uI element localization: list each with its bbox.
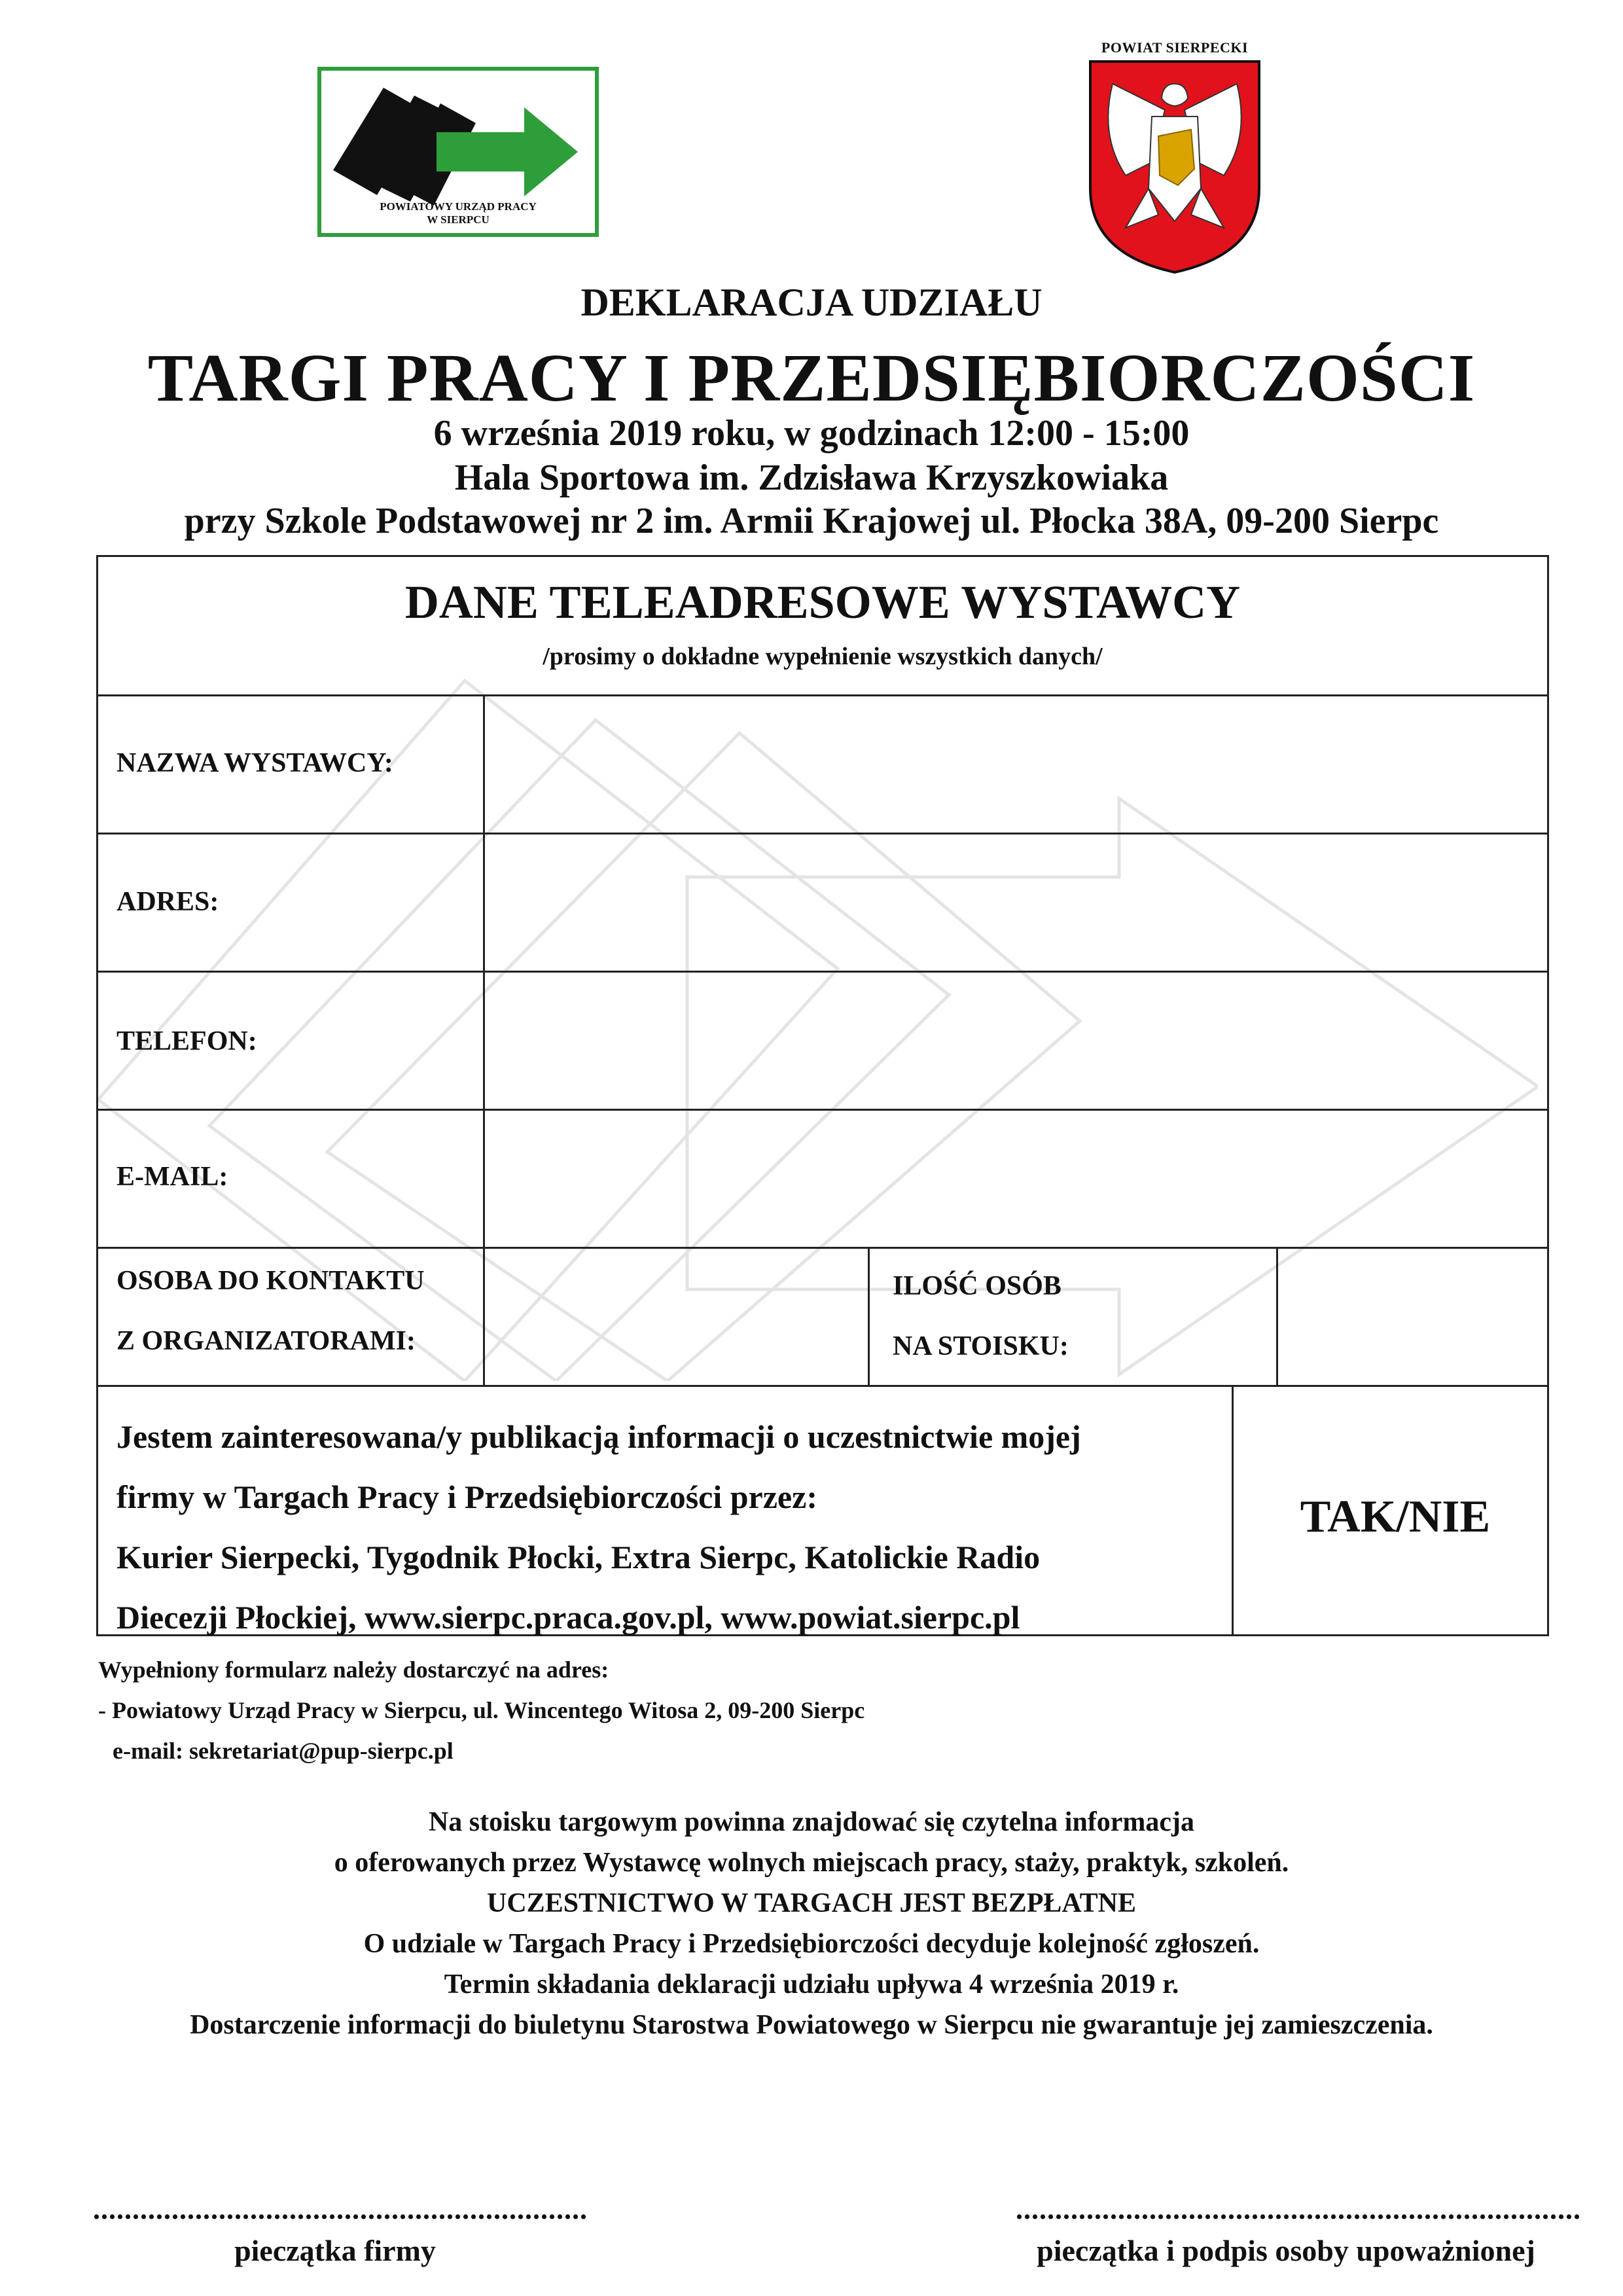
date-line: 6 września 2019 roku, w godzinach 12:00 - 15:00 [433,413,1190,454]
info-line2: o oferowanych przez Wystawcę wolnych miejscach pracy, staży, praktyk, szkoleń. [334,1848,1289,1878]
delivery-note-line2: - Powiatowy Urząd Pracy w Sierpcu, ul. Wincentego Witosa 2, 09-200 Sierpc [98,1697,865,1723]
publication-line2: firmy w Targach Pracy i Przedsiębiorczości przez: [116,1479,817,1515]
delivery-note-line1: Wypełniony formularz należy dostarczyć na adres: [98,1657,609,1683]
crest-title: POWIAT SIERPECKI [1101,39,1249,56]
county-crest [1086,39,1263,275]
contact-label-line2: Z ORGANIZATORAMI: [116,1326,416,1356]
contact-person-field[interactable] [486,1249,866,1384]
stamp-label: pieczątka firmy [234,2234,436,2267]
delivery-email: e-mail: sekretariat@pup-sierpc.pl [113,1738,454,1764]
contact-label-line1: OSOBA DO KONTAKTU [116,1266,425,1296]
bulletin-disclaimer: Dostarczenie informacji do biuletynu Starostwa Powiatowego w Sierpcu nie gwarantuje jej zamieszczenia. [190,2010,1433,2040]
hall-line: Hala Sportowa im. Zdzisława Krzyszkowiaka [454,457,1169,498]
signature-dotted-line: ........................................................................ [1016,2193,1581,2225]
publication-row [98,1387,1547,1636]
exhibitor-name-field[interactable] [486,697,1544,832]
exhibitor-form [96,555,1549,1636]
deadline-notice: Termin składania deklaracji udziału upływa 4 września 2019 r. [444,1969,1179,2000]
people-label-line1: ILOŚĆ OSÓB [893,1271,1061,1301]
email-field[interactable] [486,1111,1544,1246]
address-field[interactable] [486,835,1544,970]
address-line: przy Szkole Podstawowej nr 2 im. Armii Krajowej ul. Płocka 38A, 09-200 Sierpc [184,501,1439,541]
eagle-shield-icon [1086,58,1263,275]
publication-line3: Kurier Sierpecki, Tygodnik Płocki, Extra Sierpc, Katolickie Radio [116,1539,1041,1575]
publication-consent-text [116,1407,1229,1647]
pup-name-line1: POWIATOWY URZĄD PRACY [380,200,537,213]
info-line1: Na stoisku targowym powinna znajdować się czytelna informacja [428,1807,1195,1837]
phone-label: TELEFON: [116,1026,257,1056]
stamp-dotted-line: ............................................................... [93,2193,588,2225]
people-label-line2: NA STOISKU: [893,1331,1069,1361]
signature-label: pieczątka i podpis osoby upoważnionej [1037,2234,1535,2267]
declaration-heading: DEKLARACJA UDZIAŁU [580,281,1043,324]
fair-title: TARGI PRACY I PRZEDSIĘBIORCZOŚCI [147,340,1476,416]
publication-line1: Jestem zainteresowana/y publikacją informacji o uczestnictwie mojej [116,1418,1081,1455]
yes-no-choice[interactable]: TAK/NIE [1300,1492,1491,1542]
phone-field[interactable] [486,973,1544,1108]
free-participation-notice: UCZESTNICTWO W TARGACH JEST BEZPŁATNE [487,1888,1136,1918]
pup-name-line2: W SIERPCU [427,213,490,226]
people-count-field[interactable] [1279,1249,1544,1384]
contact-person-label [116,1251,425,1371]
people-count-label [893,1256,1069,1376]
section-title: DANE TELEADRESOWE WYSTAWCY [404,576,1241,628]
email-label: E-MAIL: [116,1162,228,1192]
pup-logo [317,67,599,237]
publication-line4: Diecezji Płockiej, www.sierpc.praca.gov.pl, www.powiat.sierpc.pl [116,1599,1020,1636]
info-line4: O udziale w Targach Pracy i Przedsiębiorczości decyduje kolejność zgłoszeń. [363,1929,1260,1959]
section-subtitle: /prosimy o dokładne wypełnienie wszystkich danych/ [543,643,1103,670]
address-label: ADRES: [116,887,219,917]
exhibitor-name-label: NAZWA WYSTAWCY: [116,748,393,778]
